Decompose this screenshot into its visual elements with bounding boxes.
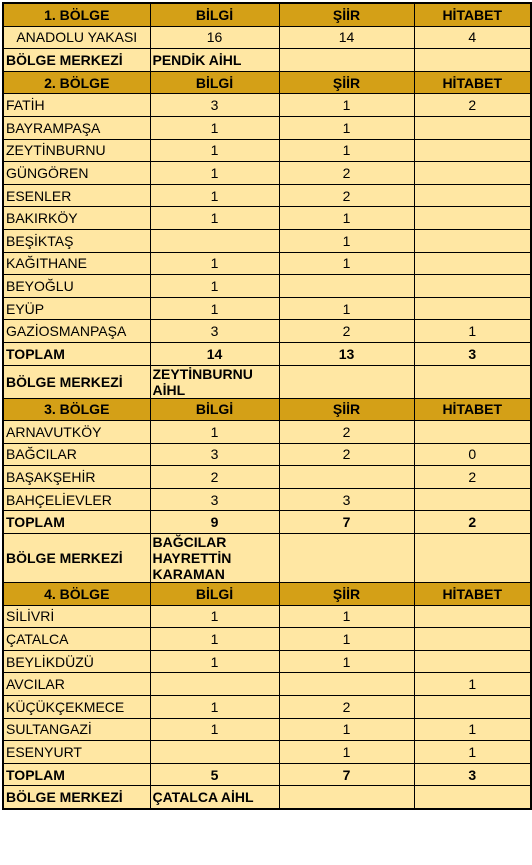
column-header-bilgi: BİLGİ	[150, 71, 279, 94]
column-header-siir: ŞİİR	[279, 398, 414, 421]
column-header-hitabet: HİTABET	[414, 398, 531, 421]
column-header-bilgi: BİLGİ	[150, 583, 279, 606]
region-center-school: ZEYTİNBURNU AİHL	[150, 365, 279, 398]
district-name: AVCILAR	[3, 673, 150, 696]
siir-value: 1	[279, 718, 414, 741]
table-row	[3, 741, 531, 764]
empty-cell	[279, 534, 414, 583]
total-siir: 7	[279, 511, 414, 534]
siir-value: 2	[279, 696, 414, 719]
table-row	[3, 320, 531, 343]
table-row	[3, 650, 531, 673]
region-header-row	[3, 398, 531, 421]
district-name: BAYRAMPAŞA	[3, 116, 150, 139]
district-name: ESENLER	[3, 184, 150, 207]
hitabet-value	[414, 162, 531, 185]
table-row	[3, 207, 531, 230]
empty-cell	[414, 786, 531, 809]
region-center-row	[3, 49, 531, 72]
region-center-label: BÖLGE MERKEZİ	[3, 49, 150, 72]
region-center-row	[3, 534, 531, 583]
total-hitabet: 3	[414, 763, 531, 786]
district-name: GAZİOSMANPAŞA	[3, 320, 150, 343]
table-row	[3, 466, 531, 489]
bilgi-value: 3	[150, 443, 279, 466]
bilgi-value: 1	[150, 421, 279, 444]
bilgi-value: 1	[150, 184, 279, 207]
siir-value: 1	[279, 252, 414, 275]
hitabet-value	[414, 252, 531, 275]
district-name: FATİH	[3, 94, 150, 117]
bilgi-value: 1	[150, 116, 279, 139]
region-center-row	[3, 365, 531, 398]
district-name: KÜÇÜKÇEKMECE	[3, 696, 150, 719]
siir-value: 1	[279, 605, 414, 628]
district-name: BAŞAKŞEHİR	[3, 466, 150, 489]
total-row	[3, 763, 531, 786]
hitabet-value	[414, 605, 531, 628]
district-name: KAĞITHANE	[3, 252, 150, 275]
district-name: ESENYURT	[3, 741, 150, 764]
siir-value: 1	[279, 650, 414, 673]
bilgi-value	[150, 229, 279, 252]
column-header-hitabet: HİTABET	[414, 3, 531, 26]
column-header-hitabet: HİTABET	[414, 71, 531, 94]
empty-cell	[414, 365, 531, 398]
hitabet-value: 2	[414, 94, 531, 117]
hitabet-value	[414, 184, 531, 207]
district-name: SİLİVRİ	[3, 605, 150, 628]
column-header-siir: ŞİİR	[279, 3, 414, 26]
bilgi-value: 1	[150, 207, 279, 230]
district-name: BEYLİKDÜZÜ	[3, 650, 150, 673]
siir-value: 1	[279, 116, 414, 139]
table-row	[3, 116, 531, 139]
column-header-siir: ŞİİR	[279, 583, 414, 606]
total-bilgi: 14	[150, 342, 279, 365]
total-label: TOPLAM	[3, 511, 150, 534]
region-header-row	[3, 583, 531, 606]
district-name: BEYOĞLU	[3, 275, 150, 298]
hitabet-value: 1	[414, 741, 531, 764]
bilgi-value: 3	[150, 488, 279, 511]
region-center-row	[3, 786, 531, 809]
bilgi-value: 1	[150, 139, 279, 162]
table-row	[3, 26, 531, 49]
hitabet-value	[414, 650, 531, 673]
hitabet-value: 2	[414, 466, 531, 489]
siir-value: 1	[279, 94, 414, 117]
region-center-label: BÖLGE MERKEZİ	[3, 365, 150, 398]
hitabet-value	[414, 696, 531, 719]
bilgi-value: 1	[150, 605, 279, 628]
siir-value: 1	[279, 297, 414, 320]
hitabet-value	[414, 297, 531, 320]
table-row	[3, 628, 531, 651]
bilgi-value: 3	[150, 94, 279, 117]
column-header-bilgi: BİLGİ	[150, 398, 279, 421]
total-hitabet: 3	[414, 342, 531, 365]
empty-cell	[279, 786, 414, 809]
region-center-school: PENDİK AİHL	[150, 49, 279, 72]
total-bilgi: 5	[150, 763, 279, 786]
total-row	[3, 342, 531, 365]
table-row	[3, 488, 531, 511]
bilgi-value: 1	[150, 718, 279, 741]
bilgi-value: 3	[150, 320, 279, 343]
empty-cell	[279, 365, 414, 398]
column-header-siir: ŞİİR	[279, 71, 414, 94]
siir-value	[279, 673, 414, 696]
table-row	[3, 162, 531, 185]
regional-results-table	[2, 2, 532, 810]
hitabet-value: 1	[414, 718, 531, 741]
region-title: 4. BÖLGE	[3, 583, 150, 606]
bilgi-value: 1	[150, 650, 279, 673]
siir-value: 1	[279, 229, 414, 252]
hitabet-value	[414, 488, 531, 511]
table-row	[3, 605, 531, 628]
bilgi-value	[150, 741, 279, 764]
table-row	[3, 718, 531, 741]
table-row	[3, 94, 531, 117]
empty-cell	[414, 534, 531, 583]
table-row	[3, 673, 531, 696]
siir-value: 2	[279, 443, 414, 466]
siir-value: 2	[279, 184, 414, 207]
table-row	[3, 696, 531, 719]
bilgi-value: 1	[150, 628, 279, 651]
district-name: GÜNGÖREN	[3, 162, 150, 185]
siir-value: 1	[279, 628, 414, 651]
total-bilgi: 9	[150, 511, 279, 534]
column-header-hitabet: HİTABET	[414, 583, 531, 606]
siir-value: 1	[279, 207, 414, 230]
district-name: BEŞİKTAŞ	[3, 229, 150, 252]
total-siir: 13	[279, 342, 414, 365]
table-row	[3, 139, 531, 162]
table-row	[3, 421, 531, 444]
district-name: BAKIRKÖY	[3, 207, 150, 230]
bilgi-value: 16	[150, 26, 279, 49]
region-header-row	[3, 71, 531, 94]
region-header-row	[3, 3, 531, 26]
district-name: ZEYTİNBURNU	[3, 139, 150, 162]
bilgi-value: 1	[150, 162, 279, 185]
district-name: ANADOLU YAKASI	[3, 26, 150, 49]
siir-value: 2	[279, 320, 414, 343]
region-center-school: BAĞCILAR HAYRETTİN KARAMAN	[150, 534, 279, 583]
hitabet-value	[414, 139, 531, 162]
district-name: BAHÇELİEVLER	[3, 488, 150, 511]
hitabet-value	[414, 421, 531, 444]
district-name: ÇATALCA	[3, 628, 150, 651]
siir-value	[279, 466, 414, 489]
bilgi-value	[150, 673, 279, 696]
table-body	[3, 3, 531, 809]
siir-value: 14	[279, 26, 414, 49]
hitabet-value: 1	[414, 320, 531, 343]
region-center-label: BÖLGE MERKEZİ	[3, 786, 150, 809]
table-row	[3, 443, 531, 466]
siir-value: 1	[279, 139, 414, 162]
district-name: ARNAVUTKÖY	[3, 421, 150, 444]
region-title: 2. BÖLGE	[3, 71, 150, 94]
siir-value: 2	[279, 162, 414, 185]
total-siir: 7	[279, 763, 414, 786]
hitabet-value: 1	[414, 673, 531, 696]
hitabet-value	[414, 229, 531, 252]
region-title: 3. BÖLGE	[3, 398, 150, 421]
siir-value	[279, 275, 414, 298]
bilgi-value: 1	[150, 252, 279, 275]
total-label: TOPLAM	[3, 763, 150, 786]
siir-value: 1	[279, 741, 414, 764]
siir-value: 3	[279, 488, 414, 511]
total-row	[3, 511, 531, 534]
table-row	[3, 297, 531, 320]
table-row	[3, 184, 531, 207]
region-center-school: ÇATALCA AİHL	[150, 786, 279, 809]
empty-cell	[279, 49, 414, 72]
district-name: BAĞCILAR	[3, 443, 150, 466]
siir-value: 2	[279, 421, 414, 444]
table-row	[3, 275, 531, 298]
bilgi-value: 1	[150, 696, 279, 719]
hitabet-value: 4	[414, 26, 531, 49]
hitabet-value	[414, 207, 531, 230]
empty-cell	[414, 49, 531, 72]
table-row	[3, 252, 531, 275]
region-title: 1. BÖLGE	[3, 3, 150, 26]
table-row	[3, 229, 531, 252]
bilgi-value: 1	[150, 297, 279, 320]
district-name: EYÜP	[3, 297, 150, 320]
district-name: SULTANGAZİ	[3, 718, 150, 741]
hitabet-value	[414, 275, 531, 298]
column-header-bilgi: BİLGİ	[150, 3, 279, 26]
hitabet-value: 0	[414, 443, 531, 466]
bilgi-value: 1	[150, 275, 279, 298]
hitabet-value	[414, 628, 531, 651]
region-center-label: BÖLGE MERKEZİ	[3, 534, 150, 583]
hitabet-value	[414, 116, 531, 139]
total-hitabet: 2	[414, 511, 531, 534]
total-label: TOPLAM	[3, 342, 150, 365]
bilgi-value: 2	[150, 466, 279, 489]
